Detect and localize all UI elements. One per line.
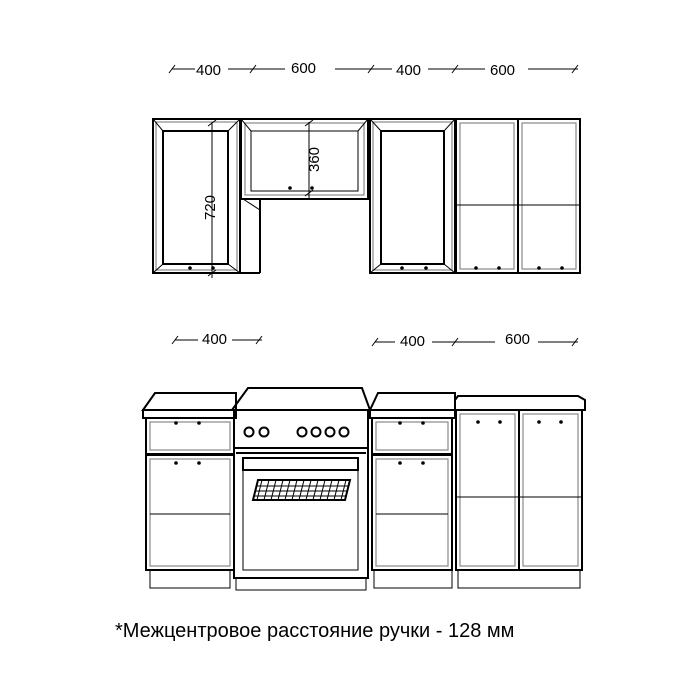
top-dim-3: 400 [396,62,422,79]
bottom-dimension-line [172,331,578,350]
bottom-dim-1: 400 [202,331,228,348]
handle-spacing-note: *Межцентровое расстояние ручки - 128 мм [115,620,515,642]
upper-cabinet-1 [153,119,240,278]
upper-cabinet-3 [370,119,455,273]
base-cabinet-1 [143,393,236,588]
upper-cabinet-4 [456,119,580,273]
top-dimension-line [169,60,578,79]
bottom-dim-2: 400 [400,333,426,350]
top-dim-4: 600 [490,62,516,79]
stove [232,388,370,590]
vertical-dim-360: 360 [306,146,323,172]
upper-cabinet-2-open-shelf [241,119,368,273]
upper-cabinets [153,119,580,278]
base-cabinets [143,388,585,590]
top-dim-1: 400 [196,62,222,79]
base-cabinet-3 [370,393,455,588]
oven-rack [253,480,350,500]
base-cabinet-4 [455,396,585,588]
top-dim-2: 600 [291,60,317,77]
bottom-dim-3: 600 [505,331,531,348]
vertical-dim-720: 720 [202,194,219,220]
